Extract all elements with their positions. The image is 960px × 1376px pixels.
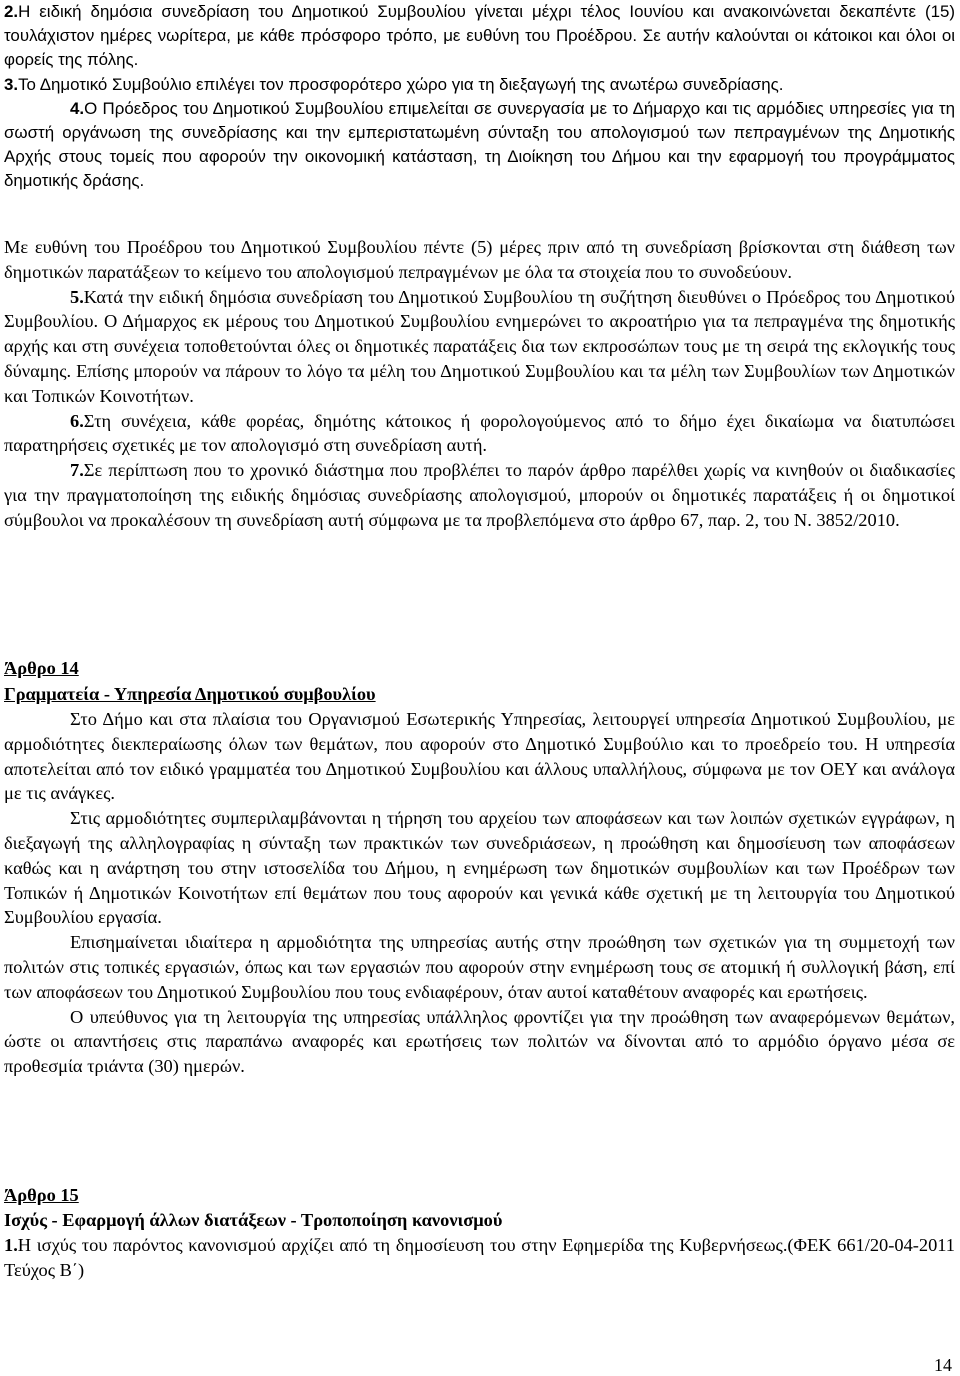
paragraph-number: 7. [70, 460, 84, 481]
paragraph-number: 5. [70, 286, 84, 307]
paragraph-7 [4, 458, 955, 532]
paragraph-text: Ο Πρόεδρος του Δημοτικού Συμβουλίου επιμελείται σε συνεργασία με το Δήμαρχο και τις αρμόδιες υπηρεσίες για τη σωστή οργάνωση της συνεδρίασης και την εμπεριστατωμένη σύνταξη του απολογισμού των πεπραγμένων της Δημοτικής Αρχής στους τομείς που αφορούν την οικονομική κατάσταση, τη Διοίκηση του Δήμου και την εφαρμογή του προγράμματος δημοτικής δράσης. [4, 98, 955, 191]
paragraph-2 [4, 0, 955, 73]
paragraph-number: 6. [70, 410, 84, 431]
paragraph-3 [4, 73, 955, 97]
article14-paragraph: Επισημαίνεται ιδιαίτερα η αρμοδιότητα της υπηρεσίας αυτής στην προώθηση των σχετικών για τη συμμετοχή των πολιτών στις τοπικές εργασιών, όπως και των εργασιών που αφορούν στην ενημέρωση τους σε ατομική ή συλλογική βάση, επί των αποφάσεων του Δημοτικού Συμβουλίου που τους ενδιαφέρουν, όταν αυτοί καταθέτουν αναφορές και ερωτήσεις. [4, 932, 955, 1002]
paragraph-5 [4, 285, 955, 409]
page-number: 14 [934, 1355, 952, 1375]
article14-paragraph: Στις αρμοδιότητες συμπεριλαμβάνονται η τήρηση του αρχείου των αποφάσεων και των λοιπών σχετικών εγγράφων, η διεξαγωγή της αλληλογραφίας η σύνταξη των πρακτικών των συνεδριάσεων, η προώθηση και δημοσίευση των αποφάσεων καθώς και η ανάρτηση του στην ιστοσελίδα του Δήμου, η ενημέρωση των δημοτικών συμβουλίων και των Προέδρων των Τοπικών ή Δημοτικών Κοινοτήτων επί θεμάτων που τους αφορούν και γενικά κάθε σχετική με τη λειτουργία του Δημοτικού Συμβουλίου εργασία. [4, 808, 955, 928]
article13-serif-part [4, 235, 955, 533]
paragraph-text: Η ισχύς του παρόντος κανονισμού αρχίζει από τη δημοσίευση του στην Εφημερίδα της Κυβερνήσεως.(ΦΕΚ 661/20-04-2011 Τεύχος Β΄) [4, 1235, 955, 1280]
article14-paragraph: Στο Δήμο και στα πλαίσια του Οργανισμού Εσωτερικής Υπηρεσίας, λειτουργεί υπηρεσία Δημοτικού Συμβουλίου, με αρμοδιότητες διεκπεραίωσης όλων των θεμάτων, που αφορούν στο Δημοτικό Συμβούλιο και το προεδρείο του. Η υπηρεσία αποτελείται από τον ειδικό γραμματέα του Δημοτικού Συμβουλίου και άλλους υπαλλήλους, σύμφωνα με τον ΟΕΥ και ανάλογα με τις ανάγκες. [4, 709, 955, 804]
article14-subtitle: Γραμματεία - Υπηρεσία Δημοτικού συμβουλίου [4, 684, 376, 704]
paragraph-6 [4, 409, 955, 459]
article15-body [4, 1233, 955, 1283]
paragraph-text: Κατά την ειδική δημόσια συνεδρίαση του Δημοτικού Συμβουλίου τη συζήτηση διευθύνει ο Πρόεδρος του Δημοτικού Συμβουλίου. Ο Δήμαρχος εκ μέρους του Δημοτικού Συμβουλίου ενημερώνει το ακροατήριο για τα πεπραγμένα της δημοτικής αρχής και στη συνέχεια τοποθετούνται όλες οι δημοτικές παρατάξεις δια των εκπροσώπων τους με τη σειρά της εκλογικής τους δύναμης. Επίσης μπορούν να πάρουν το λόγο τα μέλη του Δημοτικού Συμβουλίου και τα μέλη των Συμβουλίων των Δημοτικών και Τοπικών Κοινοτήτων. [4, 286, 955, 406]
paragraph-text: Το Δημοτικό Συμβούλιο επιλέγει τον προσφορότερο χώρο για τη διεξαγωγή της ανωτέρω συνεδρίασης. [18, 74, 784, 94]
paragraph-text: Με ευθύνη του Προέδρου του Δημοτικού Συμβουλίου πέντε (5) μέρες πριν από τη συνεδρίαση βρίσκονται στη διάθεση των δημοτικών παρατάξεων το κείμενο του απολογισμού πεπραγμένων με όλα τα στοιχεία που το συνοδεύουν. [4, 237, 955, 282]
paragraph-number: 2. [4, 2, 19, 21]
article15-subtitle: Ισχύς - Εφαρμογή άλλων διατάξεων - Τροποποίηση κανονισμού [4, 1210, 503, 1230]
article15-paragraph-1 [4, 1233, 955, 1283]
paragraph-text: Στη συνέχεια, κάθε φορέας, δημότης κάτοικος ή φορολογούμενος από το δήμο έχει δικαίωμα να διατυπώσει παρατηρήσεις σχετικές με τον απολογισμό στη συνεδρίαση αυτή. [4, 410, 955, 456]
article13-continued [4, 0, 955, 194]
article14-paragraph: Ο υπεύθυνος για τη λειτουργία της υπηρεσίας υπάλληλος φροντίζει για την προώθηση των αναφερόμενων θεμάτων, ώστε οι απαντήσεις στις παραπάνω αναφορές και ερωτήσεις των πολιτών να δίνονται από το αρμόδιο όργανο μέσα σε προθεσμία τριάντα (30) ημερών. [4, 1006, 955, 1077]
article15-title: Άρθρο 15 [4, 1185, 79, 1205]
article14-title: Άρθρο 14 [4, 658, 79, 678]
paragraph-number: 1. [4, 1235, 18, 1255]
paragraph-text: Η ειδική δημόσια συνεδρίαση του Δημοτικού Συμβουλίου γίνεται μέχρι τέλος Ιουνίου και ανακοινώνεται δεκαπέντε (15) τουλάχιστον ημέρες νωρίτερα, με κάθε πρόσφορο τρόπο, με ευθύνη του Προέδρου. Σε αυτήν καλούνται οι κάτοικοι και όλοι οι φορείς της πόλης. [4, 2, 955, 70]
paragraph-text: Σε περίπτωση που το χρονικό διάστημα που προβλέπει το παρόν άρθρο παρέλθει χωρίς να κινηθούν οι διαδικασίες για την πραγματοποίηση της ειδικής δημόσιας συνεδρίασης απολογισμού, μπορούν οι δημοτικές παρατάξεις ή οι δημοτικοί σύμβουλοι να προκαλέσουν τη συνεδρίαση αυτή σύμφωνα με τα προβλεπόμενα στο άρθρο 67, παρ. 2, του Ν. 3852/2010. [4, 460, 955, 530]
paragraph-number: 4. [70, 98, 85, 118]
paragraph-4b [4, 235, 955, 285]
paragraph-number: 3. [4, 74, 19, 94]
article14-body [4, 707, 955, 1079]
paragraph-4 [4, 97, 955, 194]
